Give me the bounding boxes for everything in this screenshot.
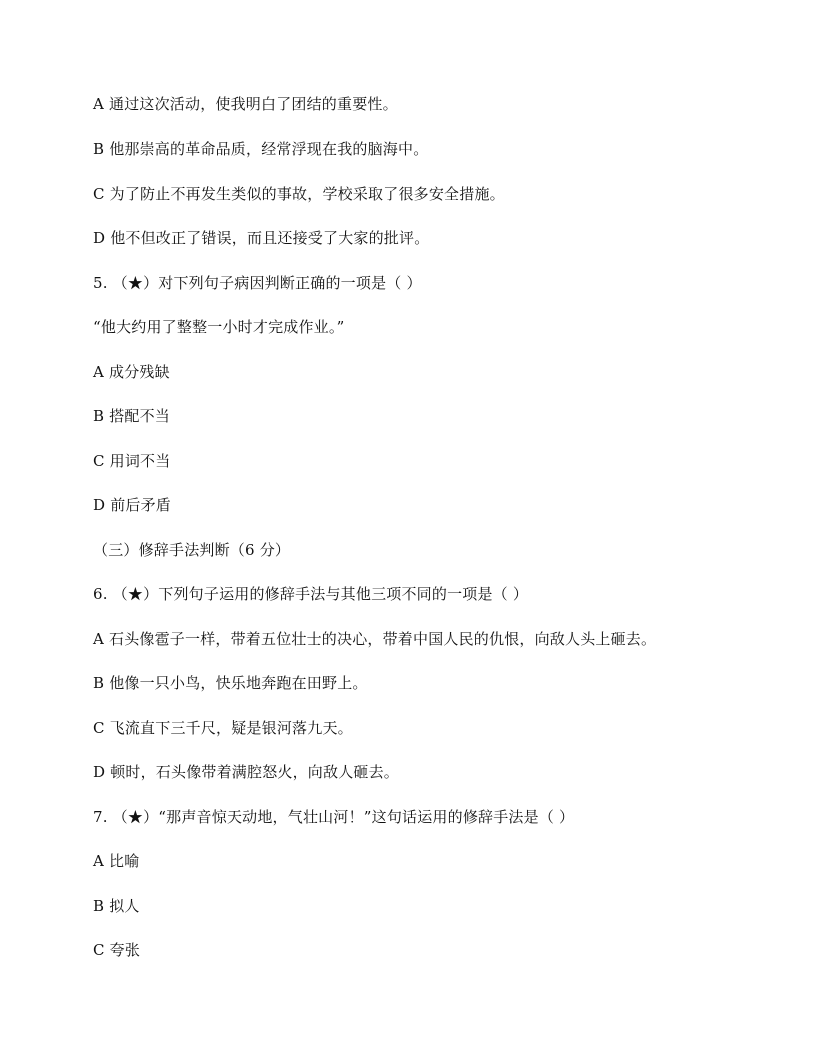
- q4-option-c: C 为了防止不再发生类似的事故，学校采取了很多安全措施。: [93, 185, 505, 203]
- q5-option-d: D 前后矛盾: [93, 496, 171, 514]
- q6-option-b: B 他像一只小鸟，快乐地奔跑在田野上。: [93, 674, 368, 692]
- section-heading: （三）修辞手法判断（6 分）: [93, 541, 291, 559]
- q5-option-c: C 用词不当: [93, 452, 171, 470]
- question-6: 6. （★）下列句子运用的修辞手法与其他三项不同的一项是（ ）: [93, 585, 529, 603]
- q4-option-a: A 通过这次活动，使我明白了团结的重要性。: [93, 95, 398, 113]
- q7-option-a: A 比喻: [93, 852, 140, 870]
- question-5-sentence: “他大约用了整整一小时才完成作业。”: [93, 318, 345, 336]
- question-5: 5. （★）对下列句子病因判断正确的一项是（ ）: [93, 274, 422, 292]
- q4-option-d: D 他不但改正了错误，而且还接受了大家的批评。: [93, 229, 430, 247]
- q5-option-a: A 成分残缺: [93, 363, 170, 381]
- q7-option-c: C 夸张: [93, 941, 141, 959]
- q5-option-b: B 搭配不当: [93, 407, 170, 425]
- q6-option-a: A 石头像雹子一样，带着五位壮士的决心，带着中国人民的仇恨，向敌人头上砸去。: [93, 630, 657, 648]
- question-7: 7. （★）“那声音惊天动地，气壮山河！”这句话运用的修辞手法是（ ）: [93, 808, 575, 826]
- q6-option-d: D 顿时，石头像带着满腔怒火，向敌人砸去。: [93, 763, 399, 781]
- q6-option-c: C 飞流直下三千尺，疑是银河落九天。: [93, 719, 353, 737]
- q4-option-b: B 他那崇高的革命品质，经常浮现在我的脑海中。: [93, 140, 429, 158]
- q7-option-b: B 拟人: [93, 897, 140, 915]
